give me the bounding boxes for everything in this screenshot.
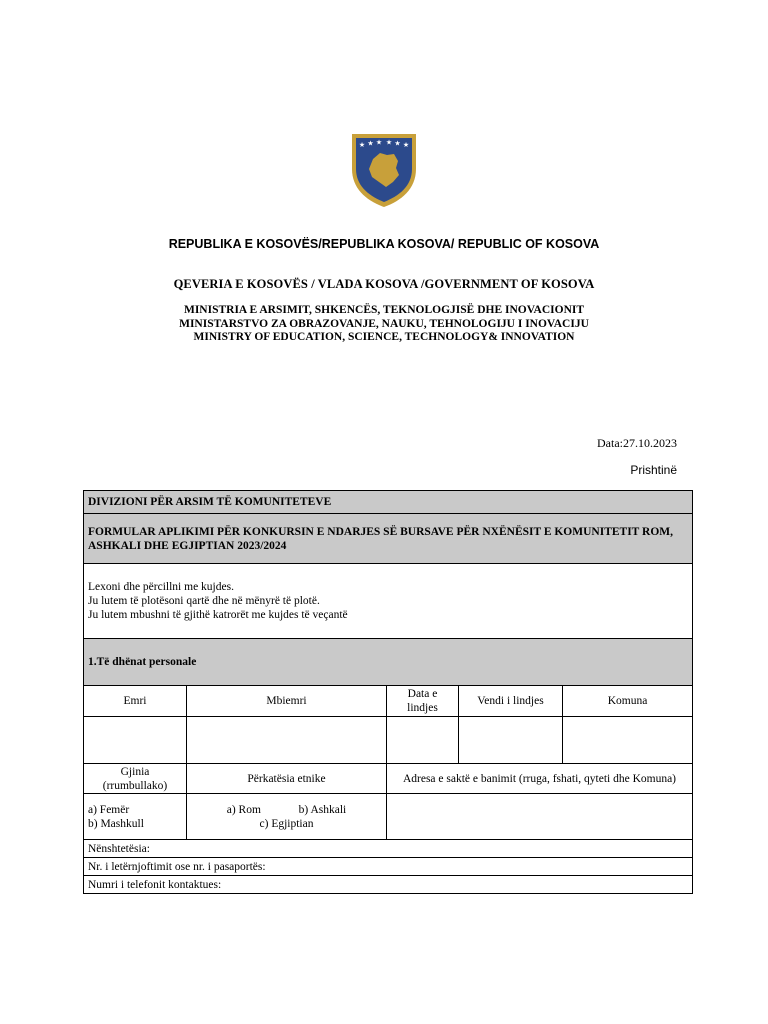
column-dob: Data e lindjes [387,686,459,717]
gender-option-female[interactable]: a) Femër [88,803,130,816]
instruction-line: Lexoni dhe përcillni me kujdes. [88,581,234,593]
ministry-english: MINISTRY OF EDUCATION, SCIENCE, TECHNOLOGY& INNOVATION [193,331,575,343]
ethnicity-option-ashkali[interactable]: b) Ashkali [298,803,347,816]
svg-text:★: ★ [385,138,393,147]
gender-option-male[interactable]: b) Mashkull [88,817,144,830]
dob-field[interactable] [387,717,459,764]
svg-text:★: ★ [375,138,383,147]
id-number-field[interactable]: Nr. i letërnjoftimit ose nr. i pasaportës: [84,858,693,876]
svg-text:★: ★ [402,141,410,149]
citizenship-field[interactable]: Nënshtetësia: [84,840,693,858]
section-personal-data: 1.Të dhënat personale [84,639,693,686]
instructions [84,564,693,639]
ministry-serbian: MINISTARSTVO ZA OBRAZOVANJE, NAUKU, TEHNOLOGIJU I INOVACIJU [179,317,589,330]
surname-field[interactable] [187,717,387,764]
address-field[interactable] [387,794,693,840]
ministry-albanian: MINISTRIA E ARSIMIT, SHKENCËS, TEKNOLOGJISË DHE INOVACIONIT [183,304,585,316]
column-surname: Mbiemri [187,686,387,717]
column-municipality: Komuna [563,686,693,717]
gender-options [84,794,187,840]
form-title: FORMULAR APLIKIMI PËR KONKURSIN E NDARJES SË BURSAVE PËR NXËNËSIT E KOMUNITETIT ROM, ASHKALI DHE EGJIPTIAN 2023/2024 [84,514,693,564]
ethnicity-option-rom[interactable]: a) Rom [226,803,261,816]
ethnicity-label: Përkatësia etnike [187,764,387,794]
kosovo-coat-of-arms-icon [349,131,419,209]
document-place: Prishtinë [630,463,677,477]
address-label: Adresa e saktë e banimit (rruga, fshati, qyteti dhe Komuna) [387,764,693,794]
document-date: Data:27.10.2023 [597,436,677,450]
application-form [83,490,693,894]
republic-heading: REPUBLIKA E KOSOVËS/REPUBLIKA KOSOVA/ REPUBLIC OF KOSOVA [168,237,600,251]
svg-text:★: ★ [394,139,401,148]
division-title: DIVIZIONI PËR ARSIM TË KOMUNITETEVE [84,491,693,514]
column-birthplace: Vendi i lindjes [459,686,563,717]
instruction-line: Ju lutem mbushni të gjithë katrorët me kujdes të veçantë [88,609,348,621]
phone-field[interactable]: Numri i telefonit kontaktues: [84,876,693,894]
column-name: Emri [84,686,187,717]
government-heading: QEVERIA E KOSOVËS / VLADA KOSOVA /GOVERNMENT OF KOSOVA [173,277,595,291]
svg-text:★: ★ [358,141,366,149]
gender-label: Gjinia (rrumbullako) [84,764,187,794]
municipality-field[interactable] [563,717,693,764]
ethnicity-option-egyptian[interactable]: c) Egjiptian [259,817,314,830]
ministry-heading [0,304,768,345]
ethnicity-options [187,794,387,840]
instruction-line: Ju lutem të plotësoni qartë dhe në mënyrë të plotë. [88,595,320,607]
name-field[interactable] [84,717,187,764]
svg-text:★: ★ [367,139,374,148]
birthplace-field[interactable] [459,717,563,764]
